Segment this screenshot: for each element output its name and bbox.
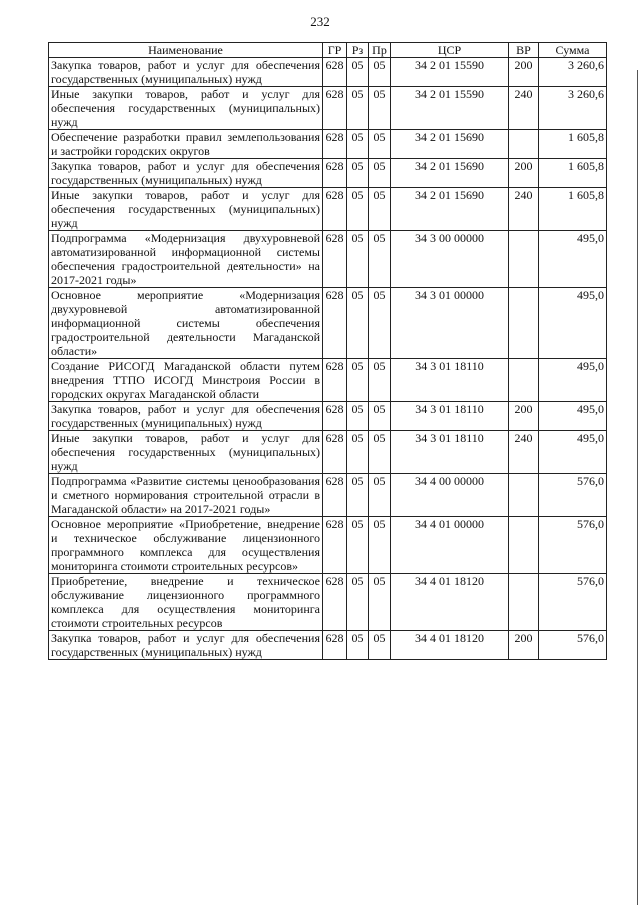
cell-vr (509, 359, 539, 402)
cell-sum: 3 260,6 (539, 58, 607, 87)
cell-csr: 34 3 00 00000 (391, 231, 509, 288)
cell-name: Основное мероприятие «Модернизация двухуровневой автоматизированной информационной системы обеспечения градостроительной деятельности Магаданской области» (49, 288, 323, 359)
cell-sum: 495,0 (539, 359, 607, 402)
table-row (49, 431, 607, 474)
cell-rz: 05 (347, 402, 369, 431)
cell-rz: 05 (347, 87, 369, 130)
cell-pr: 05 (369, 631, 391, 660)
cell-gr: 628 (323, 431, 347, 474)
cell-vr: 240 (509, 431, 539, 474)
header-csr: ЦСР (391, 43, 509, 58)
cell-rz: 05 (347, 159, 369, 188)
cell-vr (509, 130, 539, 159)
cell-name: Закупка товаров, работ и услуг для обеспечения государственных (муниципальных) нужд (49, 631, 323, 660)
cell-rz: 05 (347, 474, 369, 517)
table-row (49, 87, 607, 130)
cell-csr: 34 2 01 15690 (391, 130, 509, 159)
cell-pr: 05 (369, 517, 391, 574)
cell-vr (509, 474, 539, 517)
cell-pr: 05 (369, 87, 391, 130)
cell-name: Обеспечение разработки правил землепользования и застройки городских округов (49, 130, 323, 159)
cell-gr: 628 (323, 474, 347, 517)
cell-gr: 628 (323, 188, 347, 231)
cell-gr: 628 (323, 517, 347, 574)
cell-sum: 3 260,6 (539, 87, 607, 130)
cell-rz: 05 (347, 359, 369, 402)
table-row (49, 474, 607, 517)
cell-sum: 495,0 (539, 402, 607, 431)
cell-name: Иные закупки товаров, работ и услуг для обеспечения государственных (муниципальных) нужд (49, 188, 323, 231)
cell-csr: 34 4 01 18120 (391, 574, 509, 631)
cell-csr: 34 3 01 00000 (391, 288, 509, 359)
cell-gr: 628 (323, 288, 347, 359)
table-row (49, 231, 607, 288)
cell-sum: 495,0 (539, 431, 607, 474)
table-row (49, 574, 607, 631)
cell-sum: 1 605,8 (539, 159, 607, 188)
header-vr: ВР (509, 43, 539, 58)
header-sum: Сумма (539, 43, 607, 58)
cell-gr: 628 (323, 359, 347, 402)
table-row (49, 159, 607, 188)
cell-sum: 495,0 (539, 288, 607, 359)
cell-sum: 576,0 (539, 517, 607, 574)
cell-name: Закупка товаров, работ и услуг для обеспечения государственных (муниципальных) нужд (49, 58, 323, 87)
cell-csr: 34 2 01 15590 (391, 58, 509, 87)
cell-pr: 05 (369, 574, 391, 631)
cell-sum: 1 605,8 (539, 188, 607, 231)
page-number: 232 (310, 14, 330, 29)
cell-csr: 34 2 01 15690 (391, 188, 509, 231)
cell-name: Подпрограмма «Модернизация двухуровневой автоматизированной информационной системы обеспечения градостроительной деятельности» на 2017-2021 годы» (49, 231, 323, 288)
cell-name: Создание РИСОГД Магаданской области путем внедрения ТТПО ИСОГД Минстроия России в городских округах Магаданской области (49, 359, 323, 402)
cell-csr: 34 3 01 18110 (391, 359, 509, 402)
table-row (49, 288, 607, 359)
cell-rz: 05 (347, 188, 369, 231)
cell-csr: 34 4 01 18120 (391, 631, 509, 660)
cell-pr: 05 (369, 359, 391, 402)
cell-name: Иные закупки товаров, работ и услуг для обеспечения государственных (муниципальных) нужд (49, 87, 323, 130)
cell-vr: 200 (509, 631, 539, 660)
cell-pr: 05 (369, 159, 391, 188)
cell-rz: 05 (347, 231, 369, 288)
cell-gr: 628 (323, 58, 347, 87)
table-row (49, 359, 607, 402)
table-row (49, 631, 607, 660)
cell-gr: 628 (323, 631, 347, 660)
cell-pr: 05 (369, 402, 391, 431)
cell-vr: 200 (509, 402, 539, 431)
cell-csr: 34 2 01 15690 (391, 159, 509, 188)
cell-rz: 05 (347, 431, 369, 474)
cell-gr: 628 (323, 574, 347, 631)
cell-vr: 240 (509, 188, 539, 231)
cell-name: Основное мероприятие «Приобретение, внедрение и техническое обслуживание лицензионного программного комплекса для осуществления мониторинга стоимоти строительных ресурсов» (49, 517, 323, 574)
cell-vr (509, 517, 539, 574)
table-header-row (49, 43, 607, 58)
scan-edge-line (637, 70, 638, 905)
cell-sum: 576,0 (539, 631, 607, 660)
table-row (49, 58, 607, 87)
cell-csr: 34 4 00 00000 (391, 474, 509, 517)
cell-pr: 05 (369, 474, 391, 517)
cell-csr: 34 4 01 00000 (391, 517, 509, 574)
cell-sum: 576,0 (539, 574, 607, 631)
cell-vr: 200 (509, 58, 539, 87)
cell-pr: 05 (369, 130, 391, 159)
budget-table (48, 42, 607, 660)
cell-sum: 495,0 (539, 231, 607, 288)
cell-rz: 05 (347, 517, 369, 574)
cell-gr: 628 (323, 87, 347, 130)
cell-name: Подпрограмма «Развитие системы ценообразования и сметного нормирования строительной отрасли в Магаданской области» на 2017-2021 годы» (49, 474, 323, 517)
cell-pr: 05 (369, 231, 391, 288)
cell-sum: 576,0 (539, 474, 607, 517)
cell-csr: 34 2 01 15590 (391, 87, 509, 130)
cell-sum: 1 605,8 (539, 130, 607, 159)
cell-vr: 240 (509, 87, 539, 130)
cell-gr: 628 (323, 159, 347, 188)
table-row (49, 188, 607, 231)
cell-gr: 628 (323, 130, 347, 159)
cell-csr: 34 3 01 18110 (391, 402, 509, 431)
cell-name: Приобретение, внедрение и техническое обслуживание лицензионного программного комплекса для осуществления мониторинга стоимоти строительных ресурсов (49, 574, 323, 631)
cell-gr: 628 (323, 402, 347, 431)
cell-vr (509, 288, 539, 359)
header-name: Наименование (49, 43, 323, 58)
cell-vr: 200 (509, 159, 539, 188)
table-body (49, 58, 607, 660)
table-row (49, 402, 607, 431)
cell-rz: 05 (347, 288, 369, 359)
cell-pr: 05 (369, 431, 391, 474)
cell-csr: 34 3 01 18110 (391, 431, 509, 474)
cell-vr (509, 231, 539, 288)
header-rz: Рз (347, 43, 369, 58)
header-pr: Пр (369, 43, 391, 58)
cell-name: Закупка товаров, работ и услуг для обеспечения государственных (муниципальных) нужд (49, 402, 323, 431)
cell-vr (509, 574, 539, 631)
cell-rz: 05 (347, 631, 369, 660)
table-row (49, 517, 607, 574)
table-row (49, 130, 607, 159)
cell-rz: 05 (347, 58, 369, 87)
cell-name: Иные закупки товаров, работ и услуг для обеспечения государственных (муниципальных) нужд (49, 431, 323, 474)
cell-pr: 05 (369, 58, 391, 87)
cell-rz: 05 (347, 130, 369, 159)
cell-pr: 05 (369, 288, 391, 359)
cell-rz: 05 (347, 574, 369, 631)
cell-pr: 05 (369, 188, 391, 231)
header-gr: ГР (323, 43, 347, 58)
cell-name: Закупка товаров, работ и услуг для обеспечения государственных (муниципальных) нужд (49, 159, 323, 188)
cell-gr: 628 (323, 231, 347, 288)
